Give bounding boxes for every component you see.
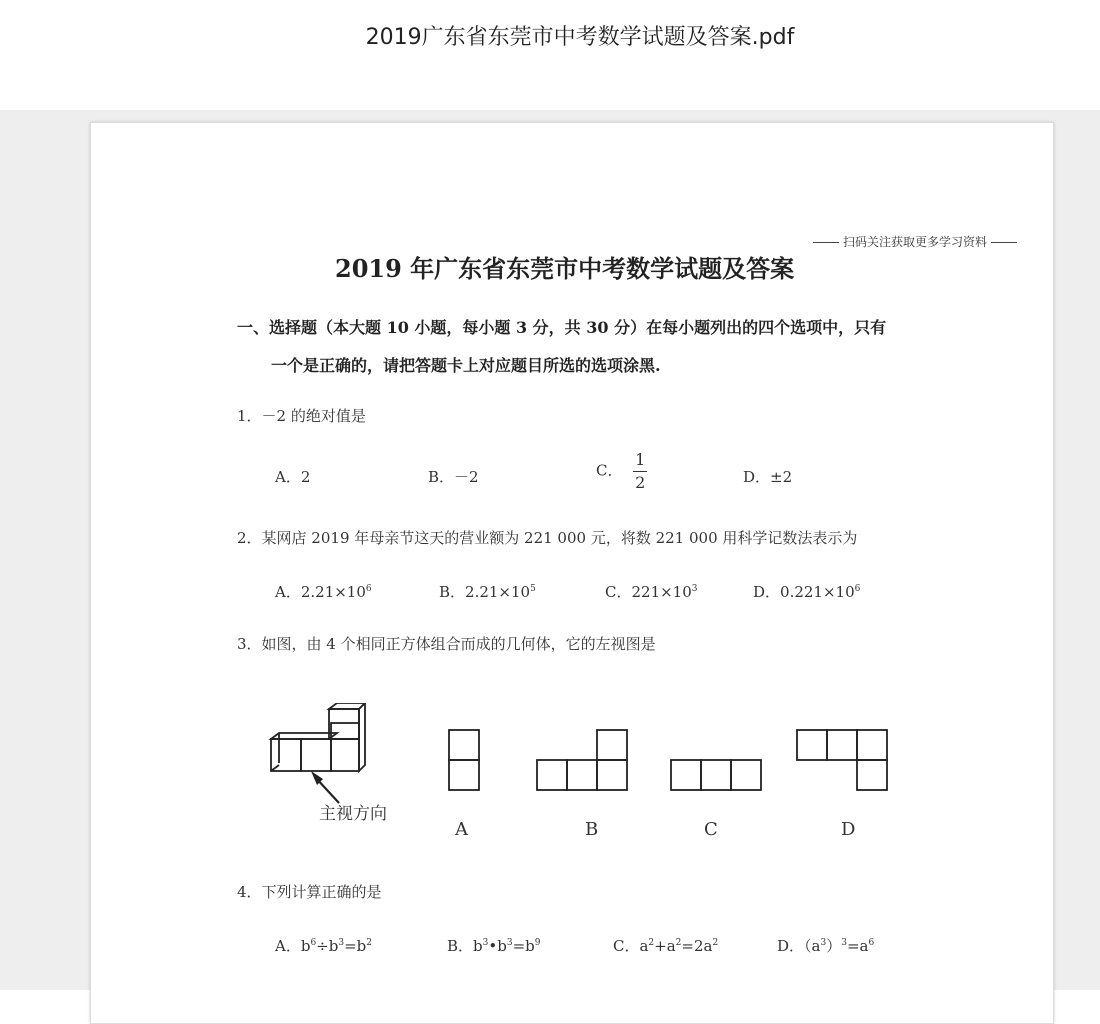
view-label-b: B [585, 819, 599, 840]
exponent: 6 [310, 938, 317, 948]
option-text: C．221×10 [605, 583, 692, 601]
q4-option-a [275, 935, 372, 956]
view-label-a: A [455, 819, 468, 840]
exponent: 3 [841, 938, 847, 948]
fraction [633, 451, 647, 492]
q1-option-c [596, 451, 647, 492]
exponent: 6 [365, 584, 372, 594]
exponent: 3 [820, 938, 827, 948]
question-3-stem: 3．如图，由 4 个相同正方体组合而成的几何体，它的左视图是 [237, 635, 656, 653]
viewer-titlebar [0, 0, 1100, 110]
term: =b [344, 937, 367, 955]
exponent: 3 [691, 584, 698, 594]
term: •b [488, 937, 507, 955]
exponent: 2 [712, 938, 719, 948]
section-heading-line2: 一个是正确的，请把答题卡上对应题目所选的选项涂黑. [271, 356, 661, 375]
numerator: 1 [635, 450, 646, 469]
option-label: C． [596, 461, 623, 480]
divider [991, 242, 1017, 243]
term: A．b [275, 937, 311, 955]
exponent: 2 [366, 938, 372, 948]
term: D．（a [777, 937, 821, 955]
document-title: 2019 年广东省东莞市中考数学试题及答案 [335, 254, 795, 283]
q2-option-d [753, 581, 860, 602]
divider [813, 242, 839, 243]
term: =2a [681, 937, 713, 955]
denominator: 2 [635, 473, 646, 492]
banner-text: 扫码关注获取更多学习资料 [843, 235, 988, 249]
term: B．b [447, 937, 483, 955]
fraction-bar [633, 471, 647, 472]
question-2-stem: 2．某网店 2019 年母亲节这天的营业额为 221 000 元，将数 221 000 用科学记数法表示为 [237, 529, 858, 547]
q4-option-d [777, 935, 874, 956]
term: +a [654, 937, 676, 955]
exponent: 2 [675, 938, 682, 948]
term: C．a [613, 937, 649, 955]
exponent: 6 [854, 584, 861, 594]
q1-option-d: D．±2 [743, 468, 793, 486]
option-text: A．2.21×10 [275, 583, 366, 601]
exponent: 5 [530, 584, 536, 594]
file-title: 2019广东省东莞市中考数学试题及答案.pdf [365, 25, 795, 50]
view-option-c-figure [669, 758, 769, 798]
q4-option-c [613, 935, 718, 956]
view-label-c: C [704, 819, 718, 840]
q1-option-a: A．2 [275, 468, 311, 486]
q1-option-b: B．－2 [428, 468, 479, 486]
q2-option-b [439, 581, 536, 602]
view-direction-caption: 主视方向 [319, 804, 387, 824]
q4-option-b [447, 935, 540, 956]
term: =a [846, 937, 869, 955]
question-1-stem: 1．－2 的绝对值是 [237, 407, 366, 425]
view-option-a-figure [447, 728, 487, 800]
exponent: 6 [868, 938, 875, 948]
exponent: 3 [482, 938, 489, 948]
qr-banner [809, 233, 1021, 250]
solid-outline [271, 703, 365, 771]
exponent: 2 [648, 938, 655, 948]
view-option-b-figure [535, 728, 635, 800]
q2-option-a [275, 581, 372, 602]
option-text: D．0.221×10 [753, 583, 855, 601]
q2-option-c [605, 581, 698, 602]
document-viewer[interactable] [0, 110, 1100, 990]
exponent: 9 [534, 938, 541, 948]
term: ） [826, 937, 842, 955]
term: =b [512, 937, 535, 955]
question-4-stem: 4．下列计算正确的是 [237, 883, 382, 901]
exponent: 3 [506, 938, 513, 948]
view-option-d-figure [795, 728, 895, 800]
option-text: B．2.21×10 [439, 583, 531, 601]
section-heading-line1: 一、选择题（本大题 10 小题，每小题 3 分，共 30 分）在每小题列出的四个选项中，只有 [237, 318, 887, 337]
pdf-page [90, 122, 1054, 1024]
term: ÷b [316, 937, 339, 955]
view-label-d: D [841, 819, 856, 840]
exponent: 3 [338, 938, 345, 948]
